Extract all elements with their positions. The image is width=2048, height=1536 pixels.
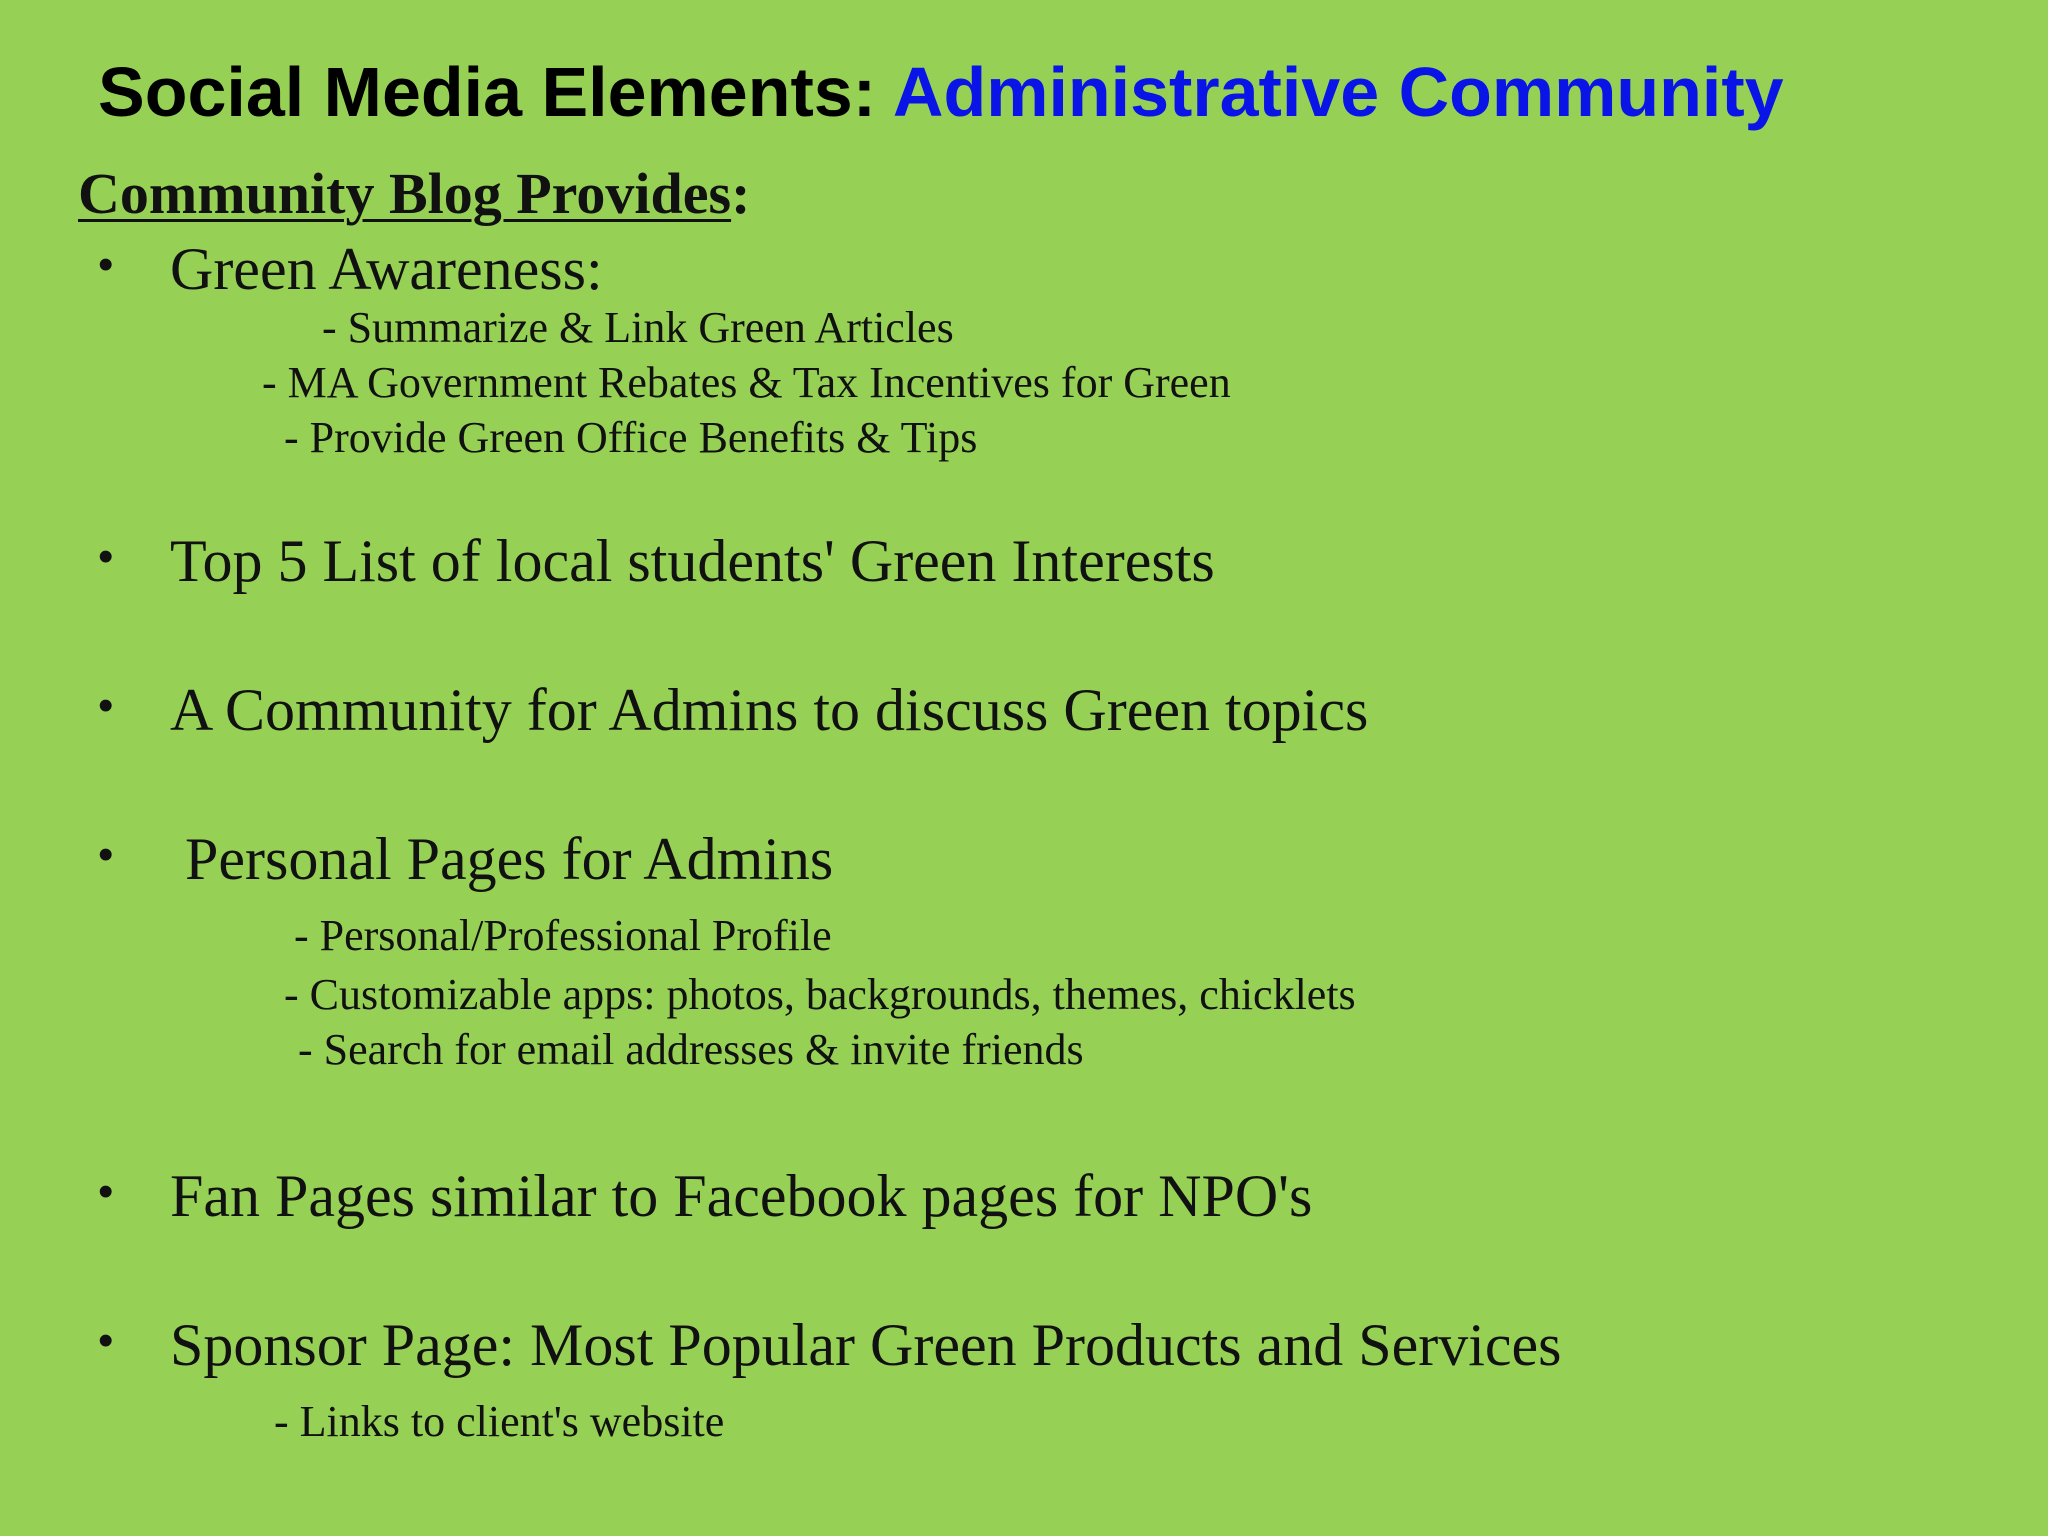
sub-item: - Customizable apps: photos, backgrounds, themes, chicklets <box>284 970 1356 1019</box>
sub-item: - Search for email addresses & invite friends <box>298 1025 1084 1074</box>
bullet-item <box>98 671 1368 745</box>
bullet-icon: • <box>98 830 114 879</box>
slide-title-accent: Administrative Community <box>892 53 1784 131</box>
bullet-item <box>98 820 833 894</box>
bullet-item <box>98 1306 1561 1380</box>
bullet-item <box>98 522 1215 596</box>
section-heading <box>78 160 750 228</box>
bullet-text: Personal Pages for Admins <box>170 826 834 892</box>
bullet-icon: • <box>98 240 114 289</box>
bullet-text: A Community for Admins to discuss Green topics <box>170 677 1369 743</box>
section-heading-label: Community Blog Provides <box>78 161 732 226</box>
bullet-text: Green Awareness: <box>170 236 603 302</box>
bullet-icon: • <box>98 1316 114 1365</box>
sub-item: - Provide Green Office Benefits & Tips <box>284 413 978 462</box>
bullet-item <box>98 230 603 304</box>
sub-item: - Personal/Professional Profile <box>294 911 832 960</box>
slide-title <box>98 50 1784 134</box>
bullet-text: Fan Pages similar to Facebook pages for NPO's <box>170 1163 1313 1229</box>
sub-item: - Links to client's website <box>274 1397 725 1446</box>
slide-title-prefix: Social Media Elements: <box>98 53 893 131</box>
bullet-item <box>98 1157 1312 1231</box>
section-heading-colon: : <box>731 161 751 226</box>
bullet-icon: • <box>98 681 114 730</box>
bullet-text: Top 5 List of local students' Green Interests <box>170 528 1215 594</box>
bullet-icon: • <box>98 1167 114 1216</box>
bullet-text: Sponsor Page: Most Popular Green Products and Services <box>170 1312 1562 1378</box>
sub-item: - MA Government Rebates & Tax Incentives for Green <box>262 358 1231 407</box>
bullet-icon: • <box>98 532 114 581</box>
sub-item: - Summarize & Link Green Articles <box>322 303 954 352</box>
